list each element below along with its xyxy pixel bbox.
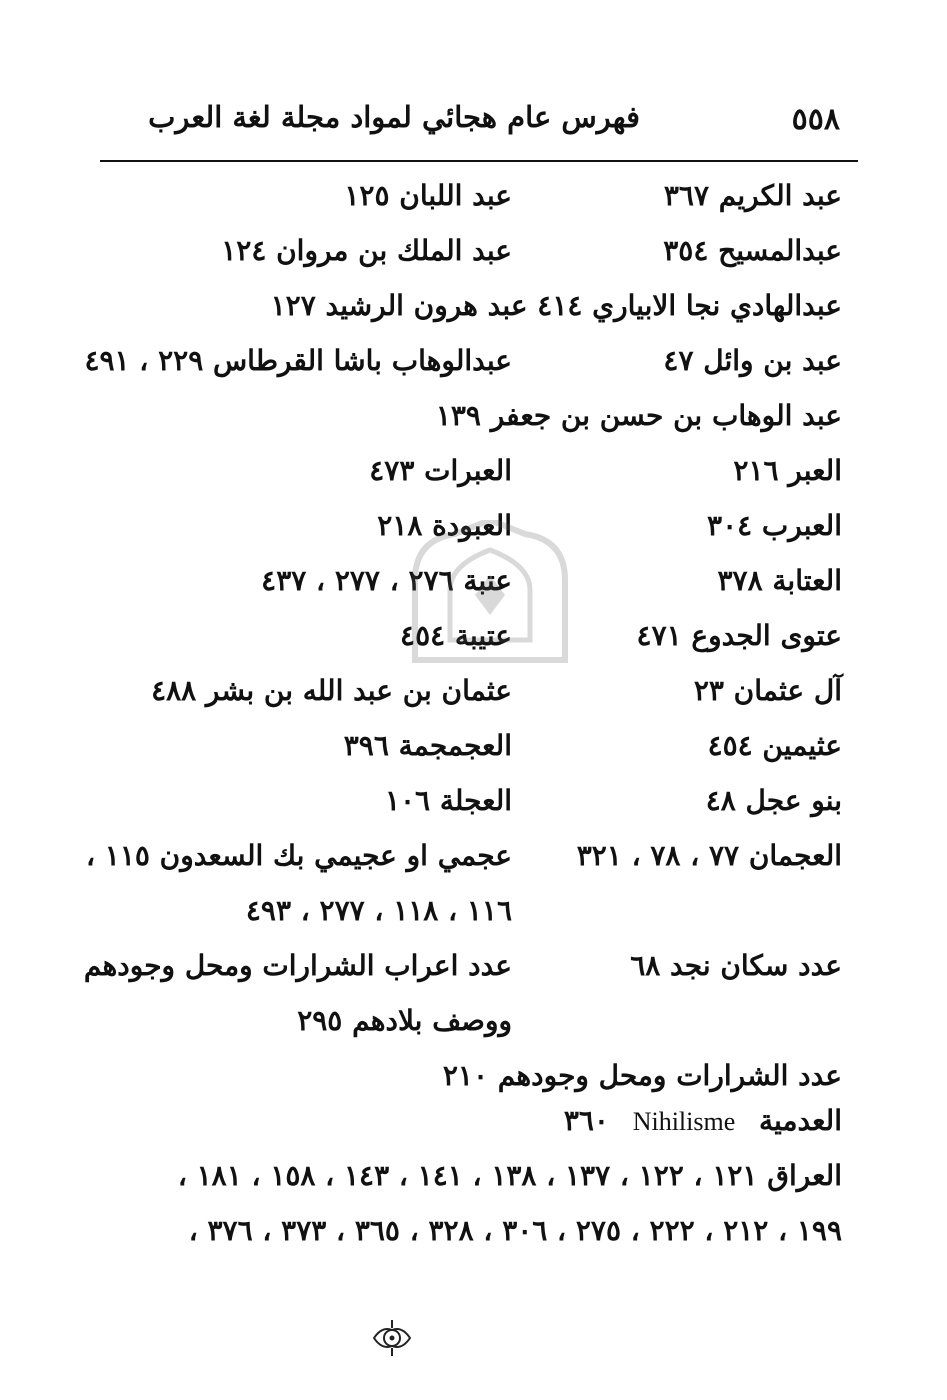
index-entry-continuation: ١١٦ ، ١١٨ ، ٢٧٧ ، ٤٩٣	[245, 894, 512, 927]
index-entry: العجلة ١٠٦	[384, 784, 512, 817]
index-entry: عبدالوهاب باشا القرطاس ٢٢٩ ، ٤٩١	[84, 344, 512, 377]
page-header	[110, 100, 840, 150]
index-entry: عبد الوهاب بن حسن بن جعفر ١٣٩	[435, 399, 842, 432]
index-entry: عدد اعراب الشرارات ومحل وجودهم	[83, 949, 512, 982]
index-entry: عتوى الجدوع ٤٧١	[636, 619, 842, 652]
library-seal-watermark	[395, 520, 585, 670]
index-entry: العتابة ٣٧٨	[717, 564, 842, 597]
index-entry-continuation: ووصف بلادهم ٢٩٥	[297, 1004, 512, 1037]
running-title: فهرس عام هجائي لمواد مجلة لغة العرب	[148, 100, 640, 134]
entry-term: العدمية	[759, 1104, 842, 1137]
header-divider	[100, 160, 858, 162]
index-entry: عدد سكان نجد ٦٨	[630, 949, 842, 982]
index-entry: العبرب ٣٠٤	[707, 509, 842, 542]
index-entry: عبد بن وائل ٤٧	[663, 344, 842, 377]
index-entry: العبرات ٤٧٣	[369, 454, 512, 487]
index-entry: العجمجمة ٣٩٦	[343, 729, 512, 762]
index-entry: عبد الكريم ٣٦٧	[663, 179, 842, 212]
index-entry: عثمان بن عبد الله بن بشر ٤٨٨	[151, 674, 512, 707]
index-entry: عثيمين ٤٥٤	[707, 729, 842, 762]
entry-page: ٣٦٠	[563, 1104, 609, 1137]
index-entry: العبودة ٢١٨	[377, 509, 512, 542]
index-entry	[102, 1101, 842, 1141]
page-number: ٥٥٨	[791, 102, 840, 137]
index-entry: عجمي او عجيمي بك السعدون ١١٥ ،	[86, 839, 512, 872]
index-entry: بنو عجل ٤٨	[705, 784, 842, 817]
index-entry: عبدالمسيح ٣٥٤	[663, 234, 842, 267]
index-entry: العجمان ٧٧ ، ٧٨ ، ٣٢١	[576, 839, 842, 872]
index-entry: العبر ٢١٦	[733, 454, 842, 487]
latin-term: Nihilisme	[632, 1107, 736, 1136]
index-entry: عتيبة ٤٥٤	[400, 619, 512, 652]
index-entry: عبد الملك بن مروان ١٢٤	[221, 234, 512, 267]
index-entry: آل عثمان ٢٣	[693, 674, 842, 707]
index-entry: عبد اللبان ١٢٥	[344, 179, 512, 212]
index-entry: عدد الشرارات ومحل وجودهم ٢١٠	[442, 1059, 842, 1092]
index-entry: عبدالهادي نجا الابياري ٤١٤ عبد هرون الرشيد ١٢٧	[270, 289, 842, 322]
index-entry: عتبة ٢٧٦ ، ٢٧٧ ، ٤٣٧	[261, 564, 512, 597]
end-ornament-icon	[368, 1318, 416, 1358]
index-entry-continuation: ١٩٩ ، ٢١٢ ، ٢٢٢ ، ٢٧٥ ، ٣٠٦ ، ٣٢٨ ، ٣٦٥ ، ٣٧٣ ، ٣٧٦ ،	[188, 1214, 842, 1247]
index-entry: العراق ١٢١ ، ١٢٢ ، ١٣٧ ، ١٣٨ ، ١٤١ ، ١٤٣ ، ١٥٨ ، ١٨١ ،	[177, 1159, 842, 1192]
